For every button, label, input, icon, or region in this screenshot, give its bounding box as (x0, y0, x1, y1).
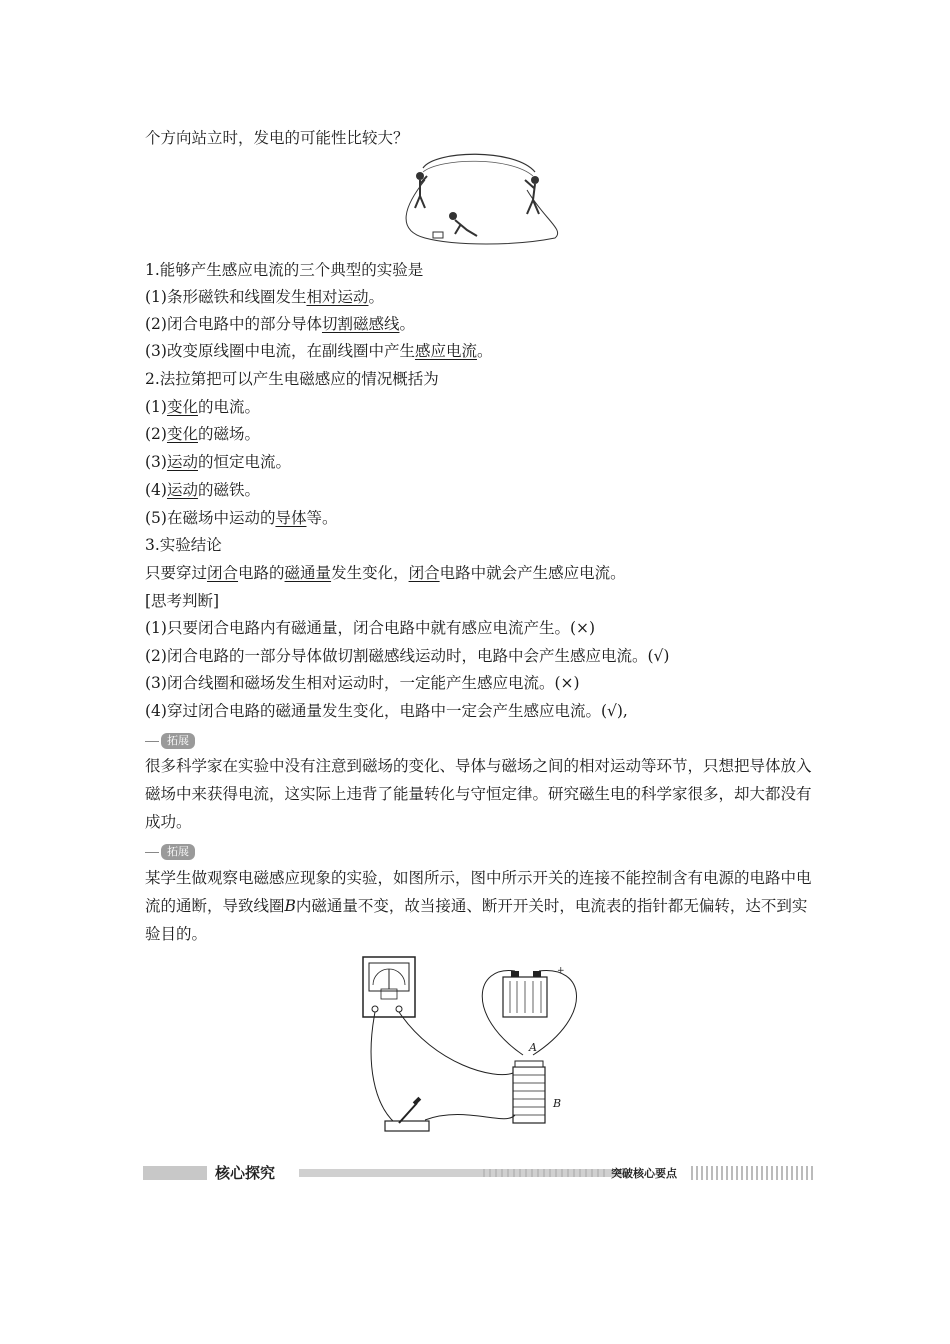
list-item: (2)闭合电路中的部分导体切割磁感线。 (145, 315, 415, 333)
banner-title: 核心探究 (215, 1164, 276, 1182)
judge-item: (3)闭合线圈和磁场发生相对运动时，一定能产生感应电流。(×) (145, 674, 580, 692)
extension-paragraph: 很多科学家在实验中没有注意到磁场的变化、导体与磁场之间的相对运动等环节，只想把导体放入磁场中来获得电流，这实际上违背了能量转化与守恒定律。研究磁生电的科学家很多，却大都没有成功。 (145, 757, 812, 831)
switch (385, 1097, 429, 1131)
list-item: (3)运动的恒定电流。 (145, 453, 291, 471)
section1-title: 1.能够产生感应电流的三个典型的实验是 (145, 261, 424, 279)
banner-subtitle: 突破核心要点 (611, 1167, 677, 1180)
coil-b-label: B (553, 1097, 562, 1110)
list-item: (2)变化的磁场。 (145, 425, 260, 443)
section2-title: 2.法拉第把可以产生电磁感应的情况概括为 (145, 370, 439, 388)
judge-item: (4)穿过闭合电路的磁通量发生变化，电路中一定会产生感应电流。(√), (145, 702, 628, 720)
jump-rope-figure (395, 150, 565, 248)
extension-paragraph: 某学生做观察电磁感应现象的实验，如图所示，图中所示开关的连接不能控制含有电源的电路中电流的通断，导致线圈B内磁通量不变，故当接通、断开开关时，电流表的指针都无偏转，达不到实验目的。 (145, 869, 812, 943)
galvanometer (363, 957, 415, 1017)
plus-label: + (557, 966, 565, 976)
section3-title: 3.实验结论 (145, 536, 222, 554)
list-item: (4)运动的磁铁。 (145, 481, 260, 499)
list-item: (1)变化的电流。 (145, 398, 260, 416)
judge-item: (2)闭合电路的一部分导体做切割磁感线运动时，电路中会产生感应电流。(√) (145, 647, 670, 665)
extension-badge (145, 843, 195, 861)
coil (513, 1061, 545, 1123)
judge-title: [思考判断] (145, 592, 220, 610)
intro-line: 个方向站立时，发电的可能性比较大？ (145, 129, 409, 147)
list-item: (5)在磁场中运动的导体等。 (145, 509, 338, 527)
list-item: (3)改变原线圈中电流，在副线圈中产生感应电流。 (145, 342, 493, 360)
circuit-figure (355, 955, 595, 1140)
extension-tag: 拓展 (161, 844, 195, 860)
section-banner (143, 1162, 815, 1182)
conclusion-line: 只要穿过闭合电路的磁通量发生变化，闭合电路中就会产生感应电流。 (145, 564, 626, 582)
coil-a-label: A (529, 1041, 537, 1054)
battery (503, 971, 547, 1017)
judge-item: (1)只要闭合电路内有磁通量，闭合电路中就有感应电流产生。(×) (145, 619, 596, 637)
extension-tag: 拓展 (161, 733, 195, 749)
extension-badge (145, 732, 195, 750)
list-item: (1)条形磁铁和线圈发生相对运动。 (145, 288, 384, 306)
